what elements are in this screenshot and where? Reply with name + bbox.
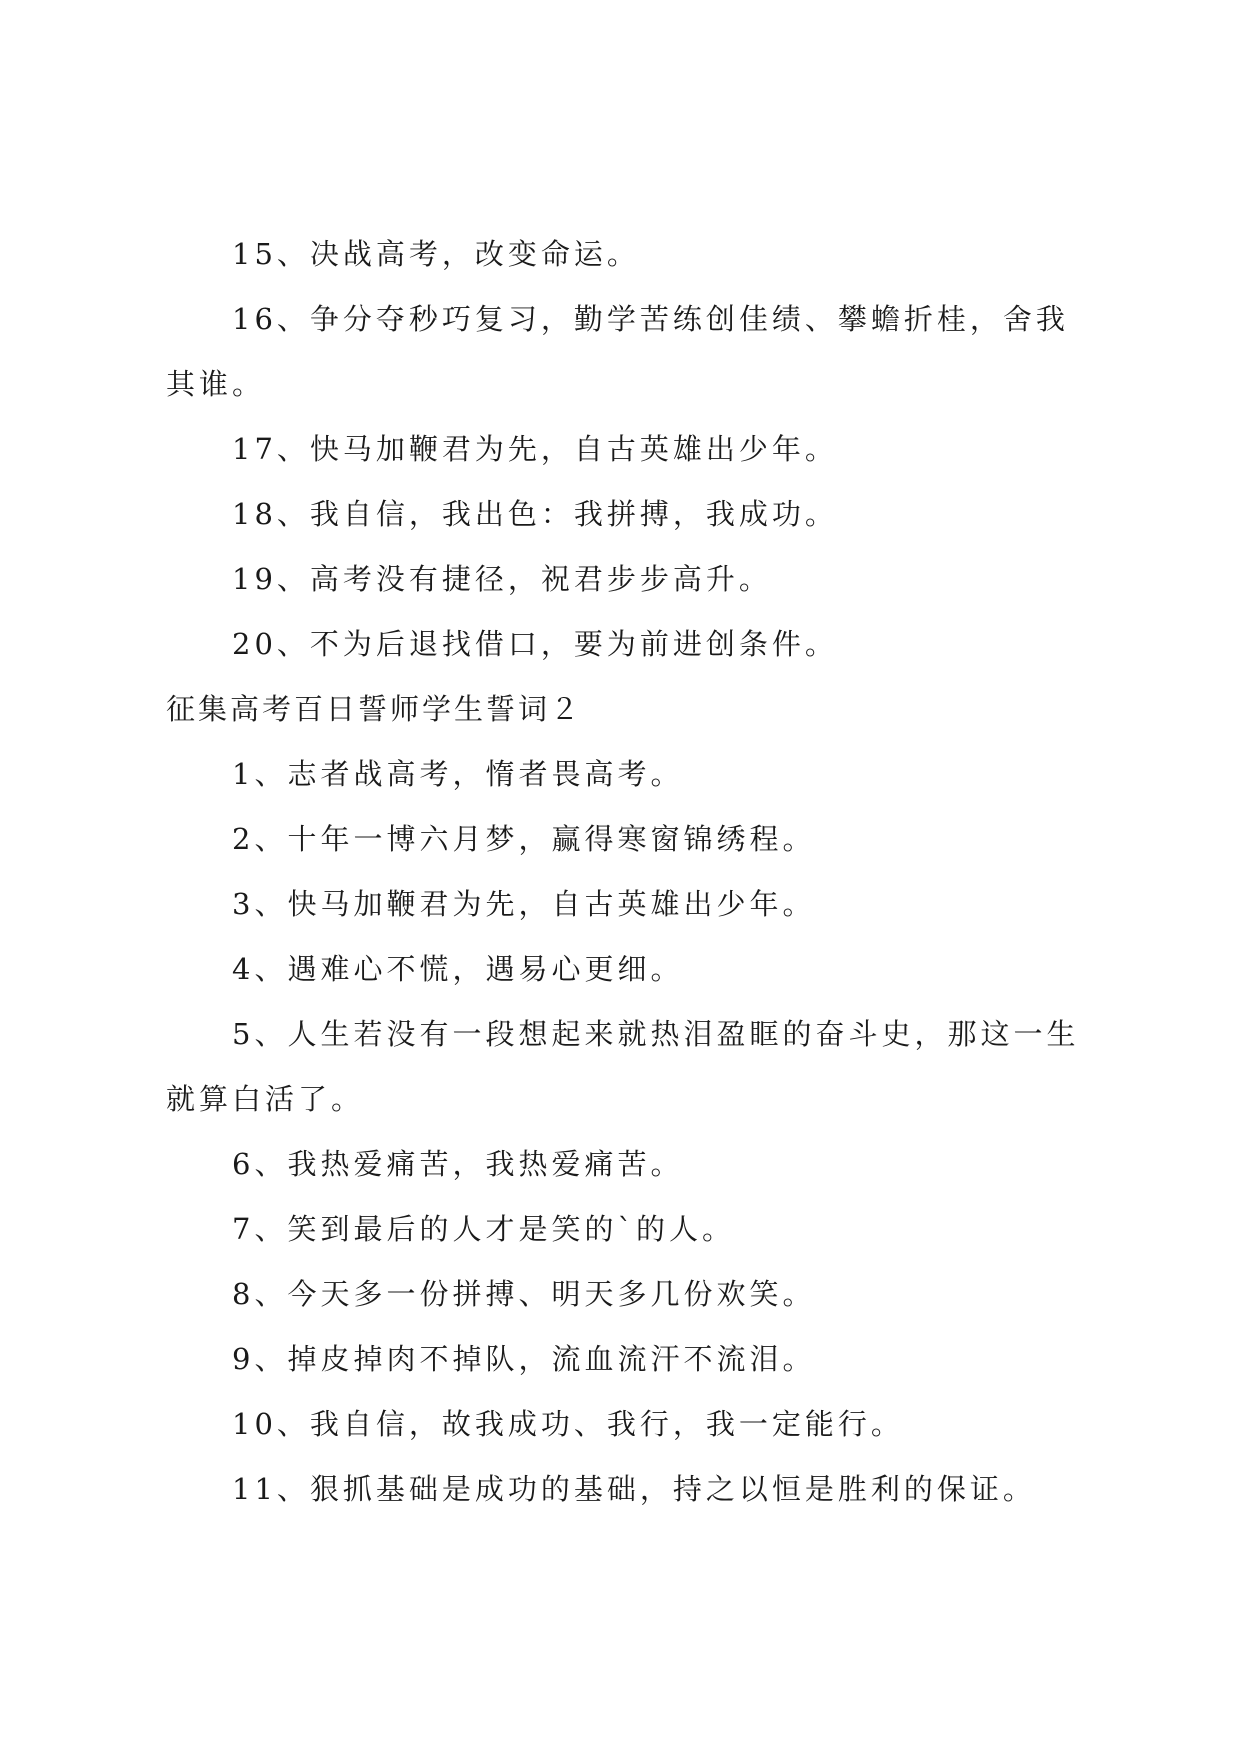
list-item: 5、人生若没有一段想起来就热泪盈眶的奋斗史，那这一生就算白活了。 — [166, 1017, 1080, 1116]
list-item: 18、我自信，我出色：我拼搏，我成功。 — [232, 497, 838, 531]
list-item: 4、遇难心不慌，遇易心更细。 — [232, 952, 684, 986]
document-body — [166, 222, 1096, 1522]
list-item: 11、狠抓基础是成功的基础，持之以恒是胜利的保证。 — [232, 1472, 1036, 1506]
section-heading: 征集高考百日誓师学生誓词２ — [166, 692, 583, 726]
list-item: 6、我热爱痛苦，我热爱痛苦。 — [232, 1147, 684, 1181]
list-item: 2、十年一博六月梦，赢得寒窗锦绣程。 — [232, 822, 816, 856]
list-item: 20、不为后退找借口，要为前进创条件。 — [232, 627, 838, 661]
list-item: 1、志者战高考，惰者畏高考。 — [232, 757, 684, 791]
list-item: 3、快马加鞭君为先，自古英雄出少年。 — [232, 887, 816, 921]
list-item: 10、我自信，故我成功、我行，我一定能行。 — [232, 1407, 904, 1441]
list-item: 9、掉皮掉肉不掉队，流血流汗不流泪。 — [232, 1342, 816, 1376]
list-item: 7、笑到最后的人才是笑的`的人。 — [232, 1212, 735, 1246]
list-item: 16、争分夺秒巧复习，勤学苦练创佳绩、攀蟾折桂，舍我其谁。 — [166, 302, 1069, 401]
list-item: 19、高考没有捷径，祝君步步高升。 — [232, 562, 772, 596]
list-item: 15、决战高考，改变命运。 — [232, 237, 640, 271]
list-item: 8、今天多一份拼搏、明天多几份欢笑。 — [232, 1277, 816, 1311]
list-item: 17、快马加鞭君为先，自古英雄出少年。 — [232, 432, 838, 466]
